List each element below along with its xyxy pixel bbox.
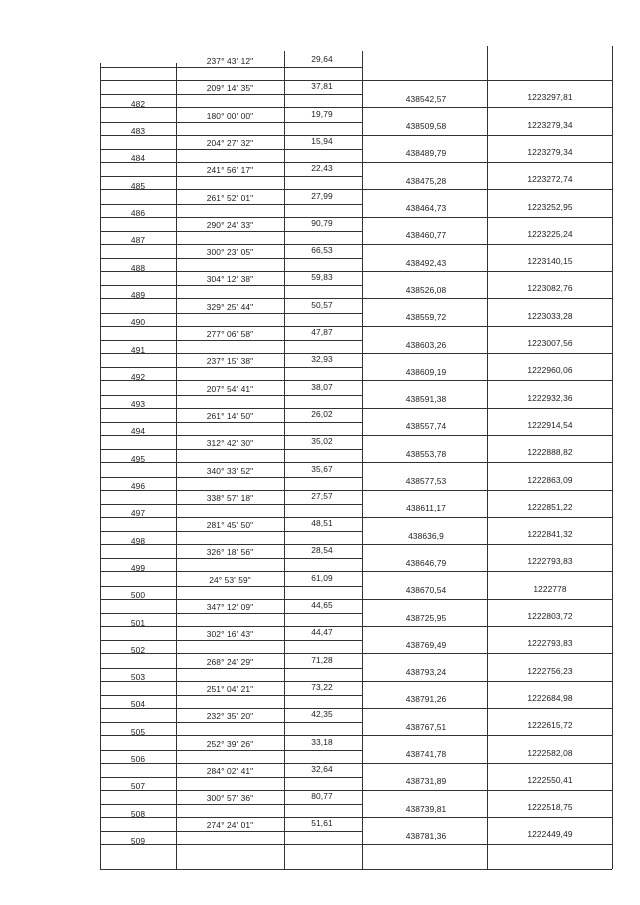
bearing-value: 340° 33' 52" [206,465,254,476]
point-number: 509 [130,835,146,846]
row-rule [100,422,362,423]
distance-value: 35,67 [311,463,333,474]
bearing-value: 261° 52' 01" [206,192,254,203]
north-coordinate: 1223033,28 [527,310,573,321]
point-number: 488 [130,262,146,273]
point-number: 504 [130,699,146,710]
row-rule [100,122,362,123]
east-coordinate: 438526,08 [405,284,447,295]
column-rule [284,51,285,869]
row-rule [100,668,362,669]
east-coordinate: 438611,17 [406,503,446,514]
bearing-value: 252° 39' 26" [206,738,254,749]
bearing-value: 300° 57' 36" [206,793,254,804]
east-coordinate: 438739,81 [405,803,447,814]
north-coordinate: 1222582,08 [527,747,573,758]
point-number: 492 [130,371,146,382]
east-coordinate: 438559,72 [405,312,447,323]
column-rule [100,63,101,869]
row-rule [100,204,362,205]
row-rule [100,571,612,572]
row-rule [100,599,612,600]
bearing-value: 268° 24' 29" [206,656,254,667]
row-rule [100,298,612,299]
point-number: 486 [130,208,146,218]
distance-value: 90,79 [311,217,333,228]
east-coordinate: 438557,74 [405,421,447,432]
north-coordinate: 1223272,74 [527,174,573,185]
east-coordinate: 438542,57 [405,93,447,104]
distance-value: 42,35 [311,709,333,720]
bearing-value: 338° 57' 18" [206,492,254,503]
east-coordinate: 438603,26 [405,339,447,350]
row-rule [100,94,362,95]
north-coordinate: 1222803,72 [527,611,573,621]
row-rule [100,189,612,190]
distance-value: 37,81 [311,81,333,92]
north-coordinate: 1223082,76 [527,283,573,294]
north-coordinate: 1223252,95 [527,201,573,212]
point-number: 496 [130,481,146,491]
distance-value: 19,79 [311,108,333,119]
point-number: 506 [130,754,146,764]
east-coordinate: 438781,36 [405,830,447,841]
bearing-value: 204° 27' 32" [206,137,254,148]
row-rule [100,626,612,627]
row-rule [100,462,612,463]
column-rule [362,51,363,869]
row-rule [100,353,612,354]
point-number: 484 [130,153,146,164]
bearing-value: 24° 53' 59" [209,574,251,585]
column-rule [612,46,613,869]
bearing-value: 261° 14' 50" [206,410,254,421]
north-coordinate: 1222449,49 [527,829,573,840]
north-coordinate: 1223140,15 [527,256,573,267]
point-number: 495 [130,453,146,464]
row-rule [100,271,612,272]
distance-value: 22,43 [311,163,333,174]
distance-value: 44,65 [311,600,333,610]
column-rule [487,46,488,869]
row-rule [100,149,362,150]
distance-value: 27,57 [311,490,333,501]
east-coordinate: 438793,24 [405,667,447,678]
north-coordinate: 1222615,72 [527,720,573,731]
point-number: 483 [130,126,146,137]
row-rule [100,477,362,478]
east-coordinate: 438741,78 [405,749,447,759]
point-number: 487 [130,235,146,246]
point-number: 500 [130,590,146,601]
row-rule [100,395,362,396]
north-coordinate: 1222863,09 [527,474,573,485]
row-rule [100,244,612,245]
row-rule [100,804,362,805]
point-number: 489 [130,289,146,300]
row-rule [100,435,612,436]
bearing-value: 312° 42' 30" [206,438,254,449]
north-coordinate: 1222793,83 [527,556,573,567]
row-rule [100,258,362,259]
distance-value: 28,54 [311,545,333,556]
north-coordinate: 1222756,23 [527,665,573,676]
distance-value: 38,07 [311,381,333,392]
distance-value: 26,02 [311,408,333,419]
point-number: 499 [130,562,146,573]
north-coordinate: 1222841,32 [527,529,573,540]
north-coordinate: 1222550,41 [527,774,573,785]
bearing-value: 251° 04' 21" [206,683,254,694]
bearing-value: 232° 35' 20" [206,711,254,722]
north-coordinate: 1222851,22 [527,501,573,512]
north-coordinate: 1223225,24 [527,228,573,239]
east-coordinate: 438609,19 [405,366,447,377]
bearing-value: 300° 23' 05" [206,247,254,258]
point-number: 482 [130,98,146,109]
row-rule [100,408,612,409]
row-rule [100,135,612,136]
distance-value: 59,83 [311,272,333,283]
distance-value: 50,57 [311,299,333,310]
distance-value: 15,94 [311,135,333,146]
row-rule [100,340,362,341]
row-rule [100,517,612,518]
column-rule [176,63,177,869]
row-rule [100,449,362,450]
east-coordinate: 438725,95 [405,612,447,623]
east-coordinate: 438460,77 [405,230,447,241]
distance-value: 47,87 [311,327,333,337]
row-rule [100,817,612,818]
row-rule [100,777,362,778]
point-number: 505 [130,726,146,737]
bearing-value: 241° 56' 17" [206,165,254,176]
east-coordinate: 438464,73 [405,203,447,213]
row-rule [100,107,612,108]
distance-value: 80,77 [311,791,333,802]
row-rule [100,176,362,177]
distance-value: 32,64 [311,763,333,774]
bearing-value: 329° 25' 44" [206,301,254,312]
row-rule [100,613,362,614]
point-number: 493 [130,399,146,410]
east-coordinate: 438591,38 [405,394,447,405]
point-number: 502 [130,644,146,655]
row-rule [100,504,362,505]
bearing-value: 237° 43' 12" [206,56,254,66]
row-rule [100,558,362,559]
row-rule [100,844,612,845]
north-coordinate: 1222960,06 [527,365,573,376]
bearing-value: 209° 14' 35" [206,83,254,94]
north-coordinate: 1222684,98 [527,692,573,703]
row-rule [100,708,612,709]
north-coordinate: 1222518,75 [527,802,573,813]
distance-value: 29,64 [311,54,333,64]
north-coordinate: 1223279,34 [527,119,573,130]
distance-value: 61,09 [311,572,333,583]
row-rule [100,722,362,723]
distance-value: 33,18 [311,736,333,747]
bearing-value: 302° 16' 43" [206,629,254,640]
distance-value: 35,02 [311,436,333,447]
row-rule [100,285,362,286]
distance-value: 51,61 [311,818,333,829]
distance-value: 71,28 [311,654,333,665]
bearing-value: 284° 02' 41" [206,765,254,776]
bearing-value: 207° 54' 41" [206,383,254,394]
row-rule [100,640,362,641]
east-coordinate: 438791,26 [405,694,447,705]
row-rule [100,735,612,736]
point-number: 503 [130,672,146,683]
east-coordinate: 438636,9 [408,530,444,541]
point-number: 497 [130,508,146,519]
row-rule [100,326,612,327]
distance-value: 44,47 [311,627,333,638]
row-rule [100,653,612,654]
east-coordinate: 438492,43 [405,257,447,268]
distance-value: 73,22 [311,681,333,692]
row-rule [100,367,362,368]
row-rule [100,490,612,491]
north-coordinate: 1222888,82 [527,447,573,458]
row-rule [100,217,612,218]
point-number: 501 [130,617,146,628]
east-coordinate: 438577,53 [405,476,447,486]
distance-value: 27,99 [311,190,333,201]
point-number: 485 [130,180,146,191]
bearing-value: 290° 24' 33" [206,219,254,230]
row-rule [100,380,612,381]
east-coordinate: 438489,79 [405,148,447,159]
row-rule [100,750,362,751]
point-number: 490 [130,317,146,328]
bearing-value: 304° 12' 38" [206,274,254,285]
row-rule [100,695,362,696]
north-coordinate: 1223007,56 [527,338,573,348]
north-coordinate: 1222793,83 [527,638,573,649]
point-number: 491 [130,344,146,355]
east-coordinate: 438767,51 [405,721,447,732]
point-number: 498 [130,535,146,546]
row-rule [100,790,612,791]
north-coordinate: 1223279,34 [527,146,573,157]
east-coordinate: 438475,28 [405,175,447,186]
east-coordinate: 438646,79 [405,557,447,568]
north-coordinate: 1222932,36 [527,392,573,403]
distance-value: 66,53 [311,245,333,256]
bearing-value: 347° 12' 09" [206,602,254,612]
east-coordinate: 438731,89 [405,776,447,787]
north-coordinate: 1222914,54 [527,419,573,430]
row-rule [100,831,362,832]
distance-value: 48,51 [311,518,333,529]
bearing-value: 277° 06' 58" [206,329,254,339]
row-rule [100,162,612,163]
point-number: 494 [130,426,146,437]
row-rule [100,231,362,232]
row-rule [100,763,612,764]
row-rule [100,67,362,68]
distance-value: 32,93 [311,354,333,365]
row-rule [100,80,612,81]
bearing-value: 274° 24' 01" [206,820,254,831]
row-rule [100,586,362,587]
bearing-value: 180° 00' 00" [206,110,254,121]
bearing-value: 237° 15' 38" [206,356,254,367]
table-bottom-rule [100,869,612,870]
east-coordinate: 438553,78 [405,448,447,459]
east-coordinate: 438670,54 [405,585,447,596]
row-rule [100,313,362,314]
row-rule [100,531,362,532]
north-coordinate: 1222778 [533,583,567,594]
east-coordinate: 438509,58 [405,121,447,132]
point-number: 508 [130,808,146,819]
row-rule [100,681,612,682]
north-coordinate: 1223297,81 [527,92,573,103]
row-rule [100,544,612,545]
bearing-value: 281° 45' 50" [206,520,254,531]
bearing-value: 326° 18' 56" [206,547,254,558]
point-number: 507 [130,781,146,792]
east-coordinate: 438769,49 [405,639,447,650]
